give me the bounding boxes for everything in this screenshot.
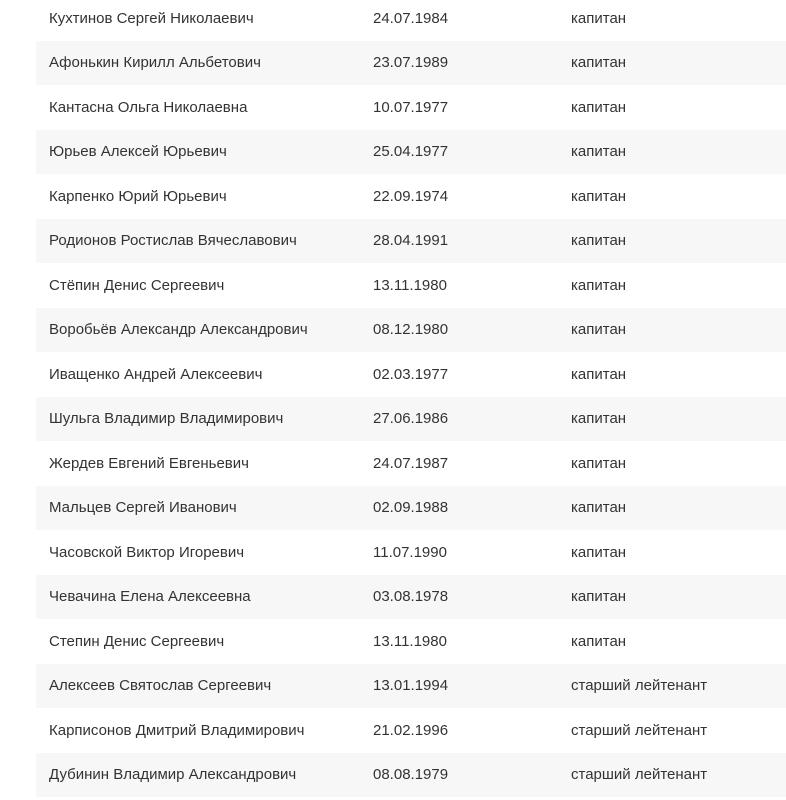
birth-date-cell: 28.04.1991 [373,232,449,250]
birth-date-cell: 22.09.1974 [373,187,449,205]
birth-date-cell: 08.08.1979 [373,766,449,784]
rank-cell: капитан [571,143,627,161]
table-row [36,441,786,486]
name-cell: Кантасна Ольга Николаевна [49,98,248,116]
birth-date-cell: 11.07.1990 [373,543,447,561]
rank-cell: капитан [571,321,627,339]
name-cell: Жердев Евгений Евгеньевич [49,454,249,472]
name-cell: Стёпин Денис Сергеевич [49,276,225,294]
rank-cell: старший лейтенант [571,766,708,784]
rank-cell: старший лейтенант [571,677,708,695]
table-row [36,530,786,575]
birth-date-cell: 24.07.1984 [373,9,449,27]
name-cell: Чевачина Елена Алексеевна [49,588,251,606]
birth-date-cell: 24.07.1987 [373,454,449,472]
name-cell: Карписонов Дмитрий Владимирович [49,721,305,739]
name-cell: Родионов Ростислав Вячеславович [49,232,297,250]
table-row [36,85,786,130]
rank-cell: капитан [571,9,627,27]
name-cell: Воробьёв Александр Александрович [49,321,308,339]
table-row [36,352,786,397]
birth-date-cell: 03.08.1978 [373,588,449,606]
rank-cell: капитан [571,454,627,472]
personnel-table [36,0,786,797]
table-row [36,130,786,175]
table-row [36,753,786,798]
name-cell: Мальцев Сергей Иванович [49,499,237,517]
table-row [36,708,786,753]
table-row [36,397,786,442]
table-row [36,664,786,709]
birth-date-cell: 13.01.1994 [373,677,449,695]
rank-cell: капитан [571,632,627,650]
name-cell: Юрьев Алексей Юрьевич [49,143,227,161]
rank-cell: капитан [571,365,627,383]
rank-cell: капитан [571,187,627,205]
birth-date-cell: 25.04.1977 [373,143,449,161]
rank-cell: капитан [571,588,627,606]
birth-date-cell: 13.11.1980 [373,276,447,294]
name-cell: Кухтинов Сергей Николаевич [49,9,254,27]
name-cell: Шульга Владимир Владимирович [49,410,284,428]
birth-date-cell: 10.07.1977 [373,98,449,116]
birth-date-cell: 27.06.1986 [373,410,449,428]
name-cell: Часовской Виктор Игоревич [49,543,245,561]
birth-date-cell: 08.12.1980 [373,321,449,339]
rank-cell: капитан [571,276,627,294]
table-row [36,174,786,219]
rank-cell: капитан [571,499,627,517]
name-cell: Карпенко Юрий Юрьевич [49,187,227,205]
birth-date-cell: 13.11.1980 [373,632,447,650]
rank-cell: старший лейтенант [571,721,708,739]
birth-date-cell: 21.02.1996 [373,721,449,739]
birth-date-cell: 02.03.1977 [373,365,449,383]
name-cell: Дубинин Владимир Александрович [49,766,297,784]
rank-cell: капитан [571,232,627,250]
birth-date-cell: 23.07.1989 [373,54,449,72]
table-row [36,308,786,353]
table-row [36,41,786,86]
name-cell: Афонькин Кирилл Альбетович [49,54,261,72]
table-row [36,619,786,664]
table-row [36,0,786,41]
name-cell: Алексеев Святослав Сергеевич [49,677,272,695]
name-cell: Иващенко Андрей Алексеевич [49,365,263,383]
rank-cell: капитан [571,543,627,561]
rank-cell: капитан [571,410,627,428]
birth-date-cell: 02.09.1988 [373,499,449,517]
name-cell: Степин Денис Сергеевич [49,632,225,650]
table-row [36,219,786,264]
rank-cell: капитан [571,98,627,116]
table-row [36,486,786,531]
table-row [36,263,786,308]
rank-cell: капитан [571,54,627,72]
table-row [36,575,786,620]
